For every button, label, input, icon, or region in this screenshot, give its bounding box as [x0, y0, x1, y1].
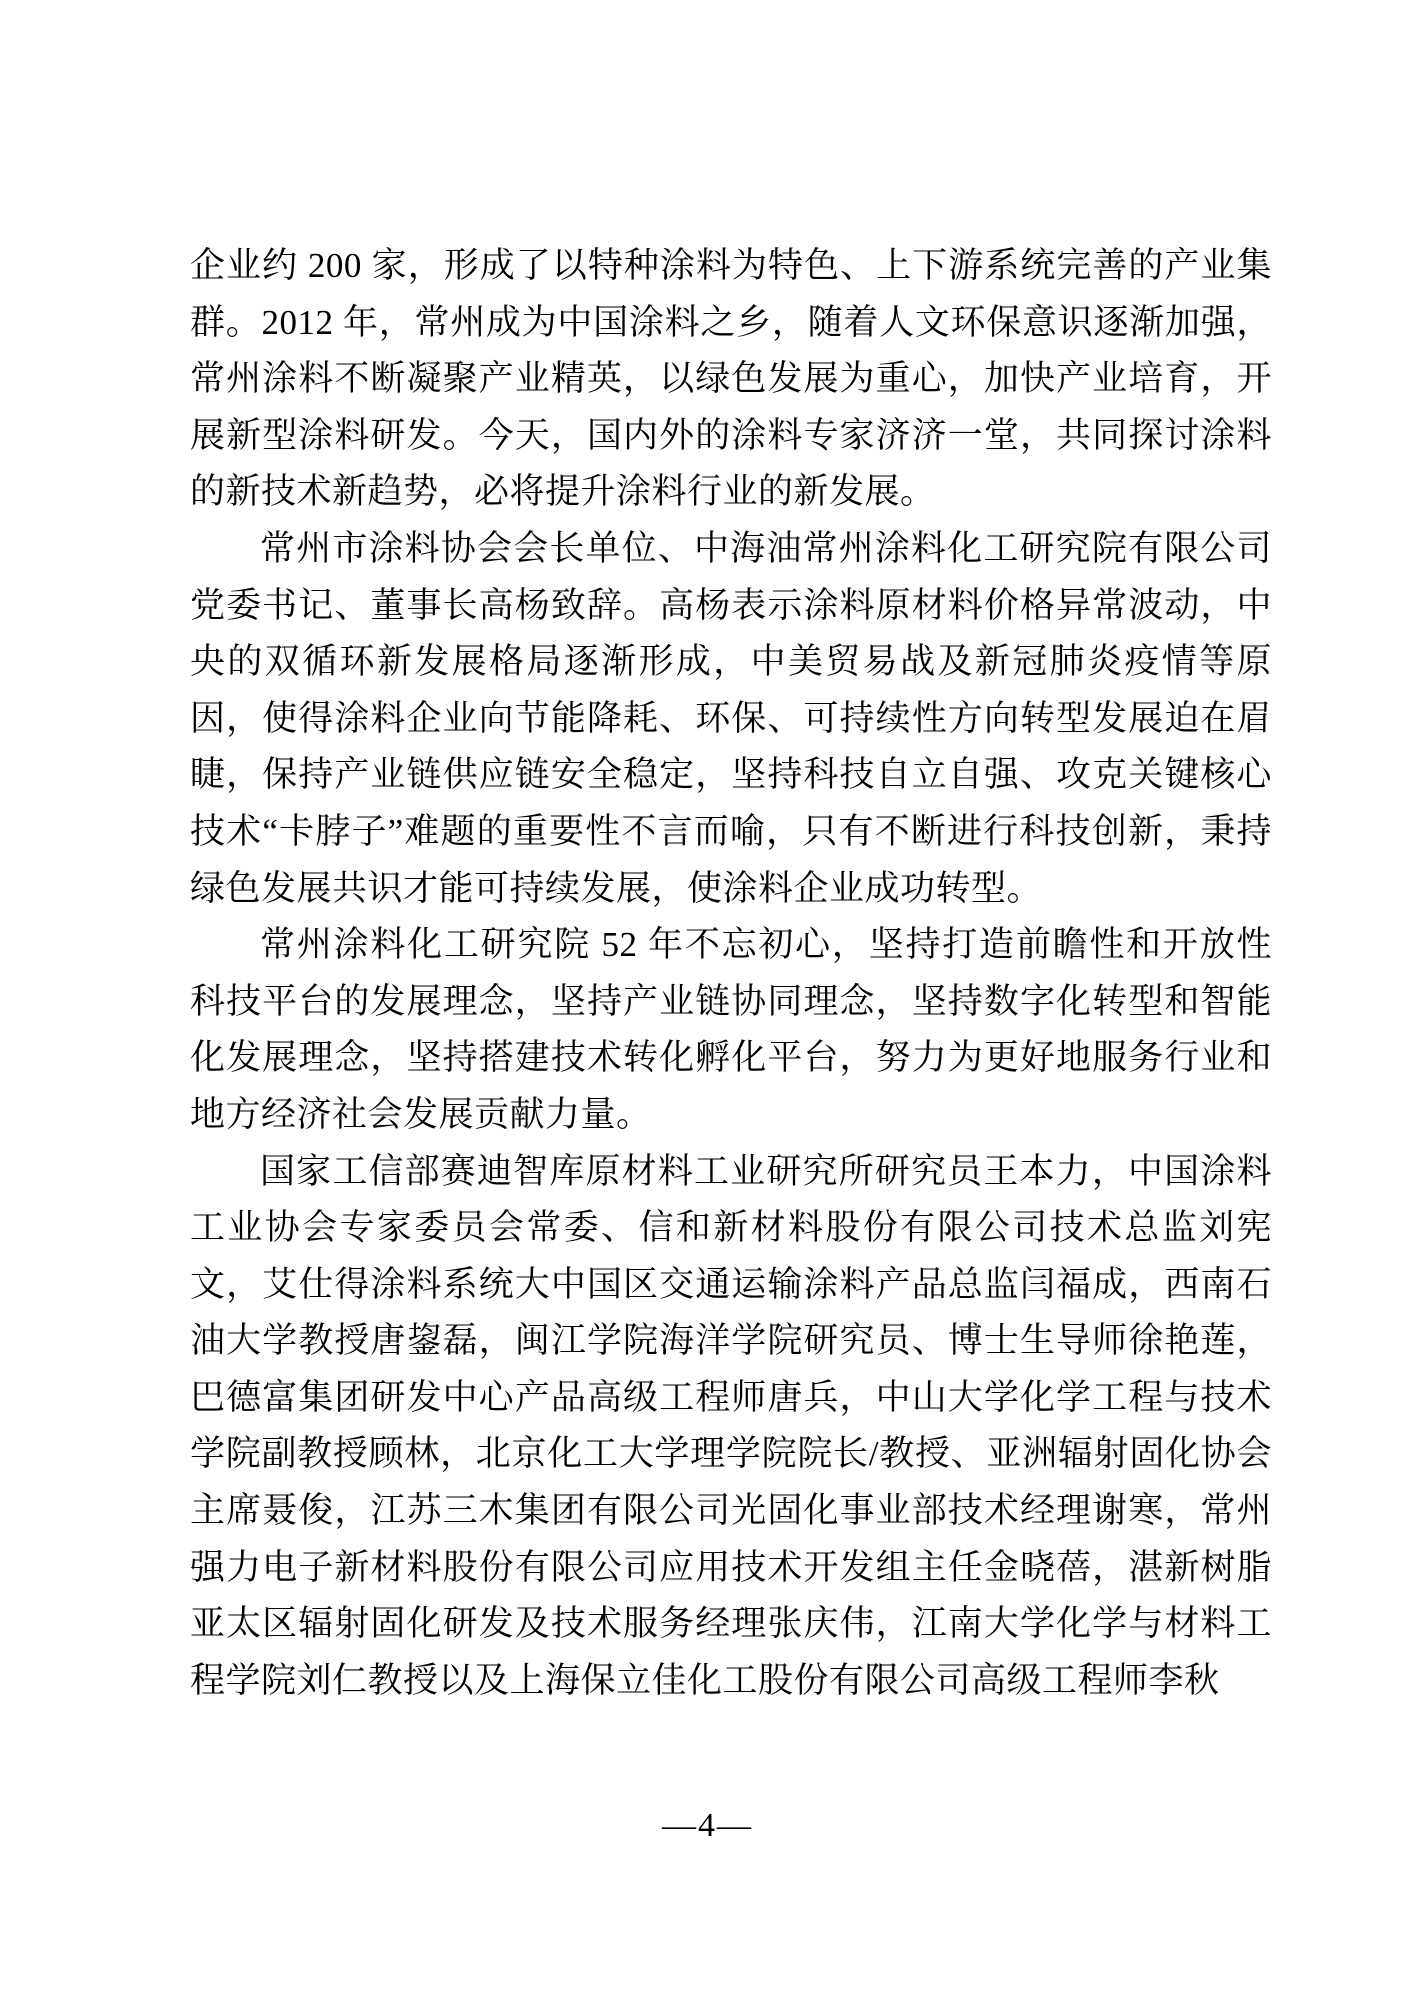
paragraph-1: 企业约 200 家，形成了以特种涂料为特色、上下游系统完善的产业集群。2012 年，常州成为中国涂料之乡，随着人文环保意识逐渐加强，常州涂料不断凝聚产业精英，以绿色发展为重心，加快产业培育，开展新型涂料研发。今天，国内外的涂料专家济济一堂，共同探讨涂料的新技术新趋势，必将提升涂料行业的新发展。	[190, 246, 1272, 512]
body-text	[190, 238, 1272, 1709]
paragraph-4: 国家工信部赛迪智库原材料工业研究所研究员王本力，中国涂料工业协会专家委员会常委、信和新材料股份有限公司技术总监刘宪文，艾仕得涂料系统大中国区交通运输涂料产品总监闫福成，西南石油大学教授唐鋆磊，闽江学院海洋学院研究员、博士生导师徐艳莲，巴德富集团研发中心产品高级工程师唐兵，中山大学化学工程与技术学院副教授顾林，北京化工大学理学院院长/教授、亚洲辐射固化协会主席聂俊，江苏三木集团有限公司光固化事业部技术经理谢寒，常州强力电子新材料股份有限公司应用技术开发组主任金晓蓓，湛新树脂亚太区辐射固化研发及技术服务经理张庆伟，江南大学化学与材料工程学院刘仁教授以及上海保立佳化工股份有限公司高级工程师李秋	[190, 1151, 1272, 1700]
page-number: —4—	[662, 1807, 753, 1844]
paragraph-2: 常州市涂料协会会长单位、中海油常州涂料化工研究院有限公司党委书记、董事长高杨致辞。高杨表示涂料原材料价格异常波动，中央的双循环新发展格局逐渐形成，中美贸易战及新冠肺炎疫情等原因，使得涂料企业向节能降耗、环保、可持续性方向转型发展迫在眉睫，保持产业链供应链安全稳定，坚持科技自立自强、攻克关键核心技术“卡脖子”难题的重要性不言而喻，只有不断进行科技创新，秉持绿色发展共识才能可持续发展，使涂料企业成功转型。	[190, 528, 1272, 908]
paragraph-3: 常州涂料化工研究院 52 年不忘初心，坚持打造前瞻性和开放性科技平台的发展理念，坚持产业链协同理念，坚持数字化转型和智能化发展理念，坚持搭建技术转化孵化平台，努力为更好地服务行业和地方经济社会发展贡献力量。	[190, 925, 1272, 1134]
